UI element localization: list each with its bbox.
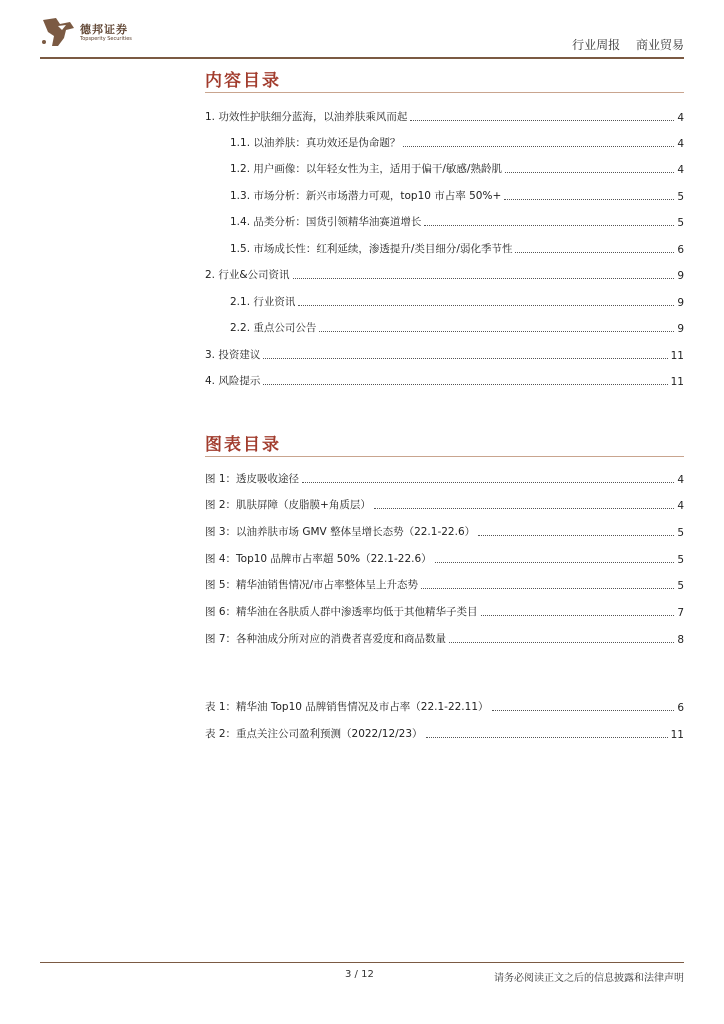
toc-item-label: 1.5. 市场成长性：红利延续，渗透提升/类目细分/弱化季节性 — [230, 243, 513, 255]
figure-item[interactable] — [205, 550, 684, 566]
table-item-label: 表 1：精华油 Top10 品牌销售情况及市占率（22.1-22.11） — [205, 701, 489, 713]
figure-item-label: 图 1：透皮吸收途径 — [205, 473, 300, 485]
toc-item[interactable] — [230, 213, 684, 229]
figure-item-page: 5 — [677, 580, 684, 592]
toc-leader — [478, 535, 674, 536]
figure-item-label: 图 4：Top10 品牌市占率超 50%（22.1-22.6） — [205, 553, 432, 565]
figure-item[interactable] — [205, 630, 684, 646]
table-item-page: 11 — [670, 729, 684, 741]
toc-leader — [410, 120, 674, 121]
toc-item-page: 5 — [677, 217, 684, 229]
report-category: 行业周报 — [572, 38, 621, 52]
figure-item-page: 5 — [677, 554, 684, 566]
toc-leader — [374, 508, 674, 509]
toc-item-label: 1.1. 以油养肤：真功效还是伪命题？ — [230, 137, 401, 149]
toc-item[interactable] — [205, 346, 684, 362]
page-header — [40, 14, 684, 58]
figure-item-page: 4 — [677, 474, 684, 486]
figures-title-underline — [205, 456, 684, 457]
toc-leader — [293, 278, 675, 279]
table-item-page: 6 — [677, 702, 684, 714]
toc-item[interactable] — [230, 240, 684, 256]
toc-leader — [435, 562, 675, 563]
brand-name-cn: 德邦证券 — [80, 23, 128, 36]
figure-item-label: 图 2：肌肤屏障（皮脂膜+角质层） — [205, 499, 371, 511]
page-number: 3 / 12 — [345, 969, 374, 980]
toc-leader — [424, 225, 674, 226]
toc-item-page: 4 — [677, 164, 684, 176]
header-tags — [560, 36, 684, 53]
toc-item-page: 9 — [677, 297, 684, 309]
toc-item[interactable] — [230, 187, 684, 203]
toc-item-page: 11 — [670, 376, 684, 388]
figure-item-label: 图 5：精华油销售情况/市占率整体呈上升态势 — [205, 579, 419, 591]
toc-item[interactable] — [230, 160, 684, 176]
toc-item-label: 1.3. 市场分析：新兴市场潜力可观，top10 市占率 50%+ — [230, 190, 502, 202]
toc-item-label: 4. 风险提示 — [205, 375, 261, 387]
toc-leader — [421, 588, 674, 589]
figure-item-page: 4 — [677, 500, 684, 512]
toc-leader — [319, 331, 674, 332]
toc-item-page: 4 — [677, 138, 684, 150]
toc-leader — [298, 305, 674, 306]
figures-title: 图表目录 — [205, 435, 281, 455]
toc-item-label: 1.2. 用户画像：以年轻女性为主，适用于偏干/敏感/熟龄肌 — [230, 163, 502, 175]
toc-item-page: 9 — [677, 323, 684, 335]
figure-item[interactable] — [205, 470, 684, 486]
toc-item-page: 11 — [670, 350, 684, 362]
figure-item[interactable] — [205, 603, 684, 619]
toc-item-label: 3. 投资建议 — [205, 349, 261, 361]
toc-title-underline — [205, 92, 684, 93]
report-industry: 商业贸易 — [635, 38, 684, 52]
toc-item[interactable] — [205, 372, 684, 388]
toc-leader — [515, 252, 674, 253]
toc-item[interactable] — [205, 108, 684, 124]
toc-item-label: 2.1. 行业资讯 — [230, 296, 296, 308]
toc-leader — [403, 146, 674, 147]
toc-leader — [263, 384, 667, 385]
brand-name-en: Topsperity Securities — [80, 36, 132, 42]
figure-item-page: 7 — [677, 607, 684, 619]
toc-leader — [505, 172, 674, 173]
figure-item-page: 5 — [677, 527, 684, 539]
table-item[interactable] — [205, 698, 684, 714]
toc-item-page: 9 — [677, 270, 684, 282]
toc-item[interactable] — [230, 293, 684, 309]
toc-item-page: 5 — [677, 191, 684, 203]
table-item-label: 表 2：重点关注公司盈利预测（2022/12/23） — [205, 728, 423, 740]
toc-leader — [492, 710, 675, 711]
figure-item-label: 图 6：精华油在各肤质人群中渗透率均低于其他精华子类目 — [205, 606, 478, 618]
toc-item-label: 1. 功效性护肤细分蓝海，以油养肤乘风而起 — [205, 111, 408, 123]
toc-item-label: 1.4. 品类分析：国货引领精华油赛道增长 — [230, 216, 422, 228]
header-divider — [40, 57, 684, 59]
toc-title: 内容目录 — [205, 71, 281, 91]
toc-item-label: 2.2. 重点公司公告 — [230, 322, 317, 334]
brand-logo — [40, 16, 170, 50]
figure-item[interactable] — [205, 496, 684, 512]
bull-logo-icon — [40, 16, 76, 50]
toc-item[interactable] — [230, 319, 684, 335]
toc-item[interactable] — [205, 266, 684, 282]
toc-leader — [302, 482, 674, 483]
toc-leader — [504, 199, 674, 200]
toc-leader — [426, 737, 668, 738]
toc-leader — [481, 615, 675, 616]
disclaimer-note: 请务必阅读正文之后的信息披露和法律声明 — [494, 973, 684, 984]
toc-item[interactable] — [230, 134, 684, 150]
figure-item-page: 8 — [677, 634, 684, 646]
toc-leader — [449, 642, 674, 643]
figure-item[interactable] — [205, 576, 684, 592]
figure-item-label: 图 7：各种油成分所对应的消费者喜爱度和商品数量 — [205, 633, 447, 645]
figure-item-label: 图 3：以油养肤市场 GMV 整体呈增长态势（22.1-22.6） — [205, 526, 476, 538]
toc-item-page: 4 — [677, 112, 684, 124]
table-item[interactable] — [205, 725, 684, 741]
footer-divider — [40, 962, 684, 963]
toc-item-page: 6 — [677, 244, 684, 256]
toc-item-label: 2. 行业&公司资讯 — [205, 269, 290, 281]
figure-item[interactable] — [205, 523, 684, 539]
toc-leader — [263, 358, 667, 359]
